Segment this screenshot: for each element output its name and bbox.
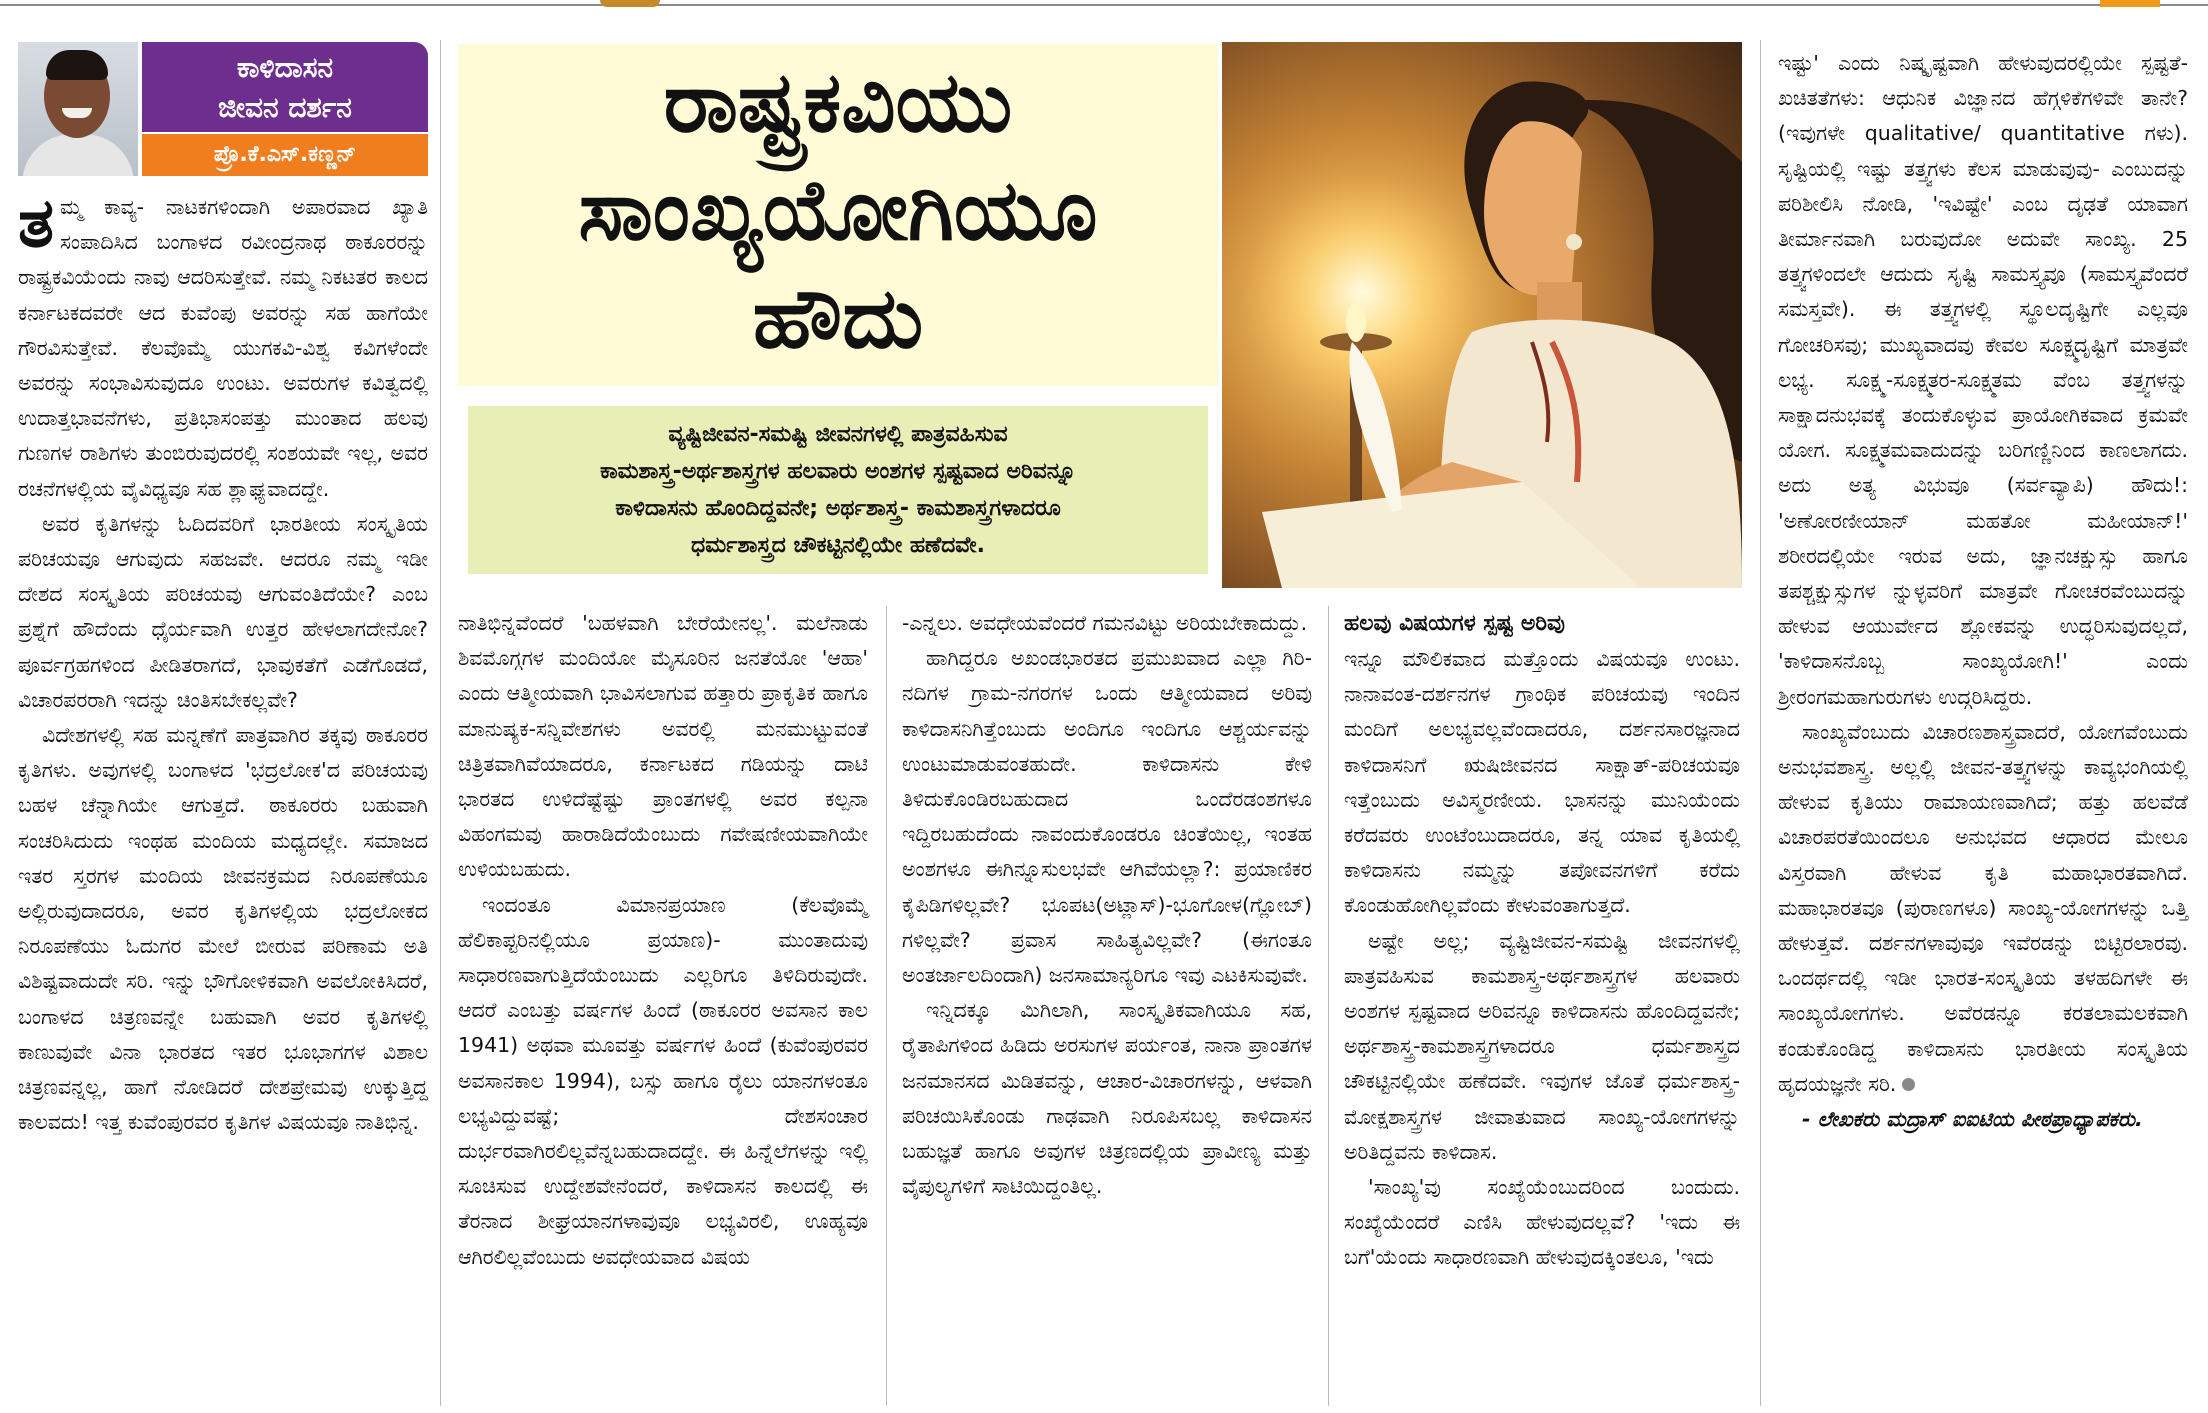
deck-line-1: ವ್ಯಷ್ಟಿಜೀವನ-ಸಮಷ್ಟಿ ಜೀವನಗಳಲ್ಲಿ ಪಾತ್ರವಹಿಸುವ: [668, 422, 1008, 447]
end-dot-icon: [1902, 1078, 1915, 1091]
section-subheading: ಹಲವು ವಿಷಯಗಳ ಸ್ಪಷ್ಟ ಅರಿವು: [1344, 611, 1565, 636]
headline-box: [458, 44, 1218, 386]
headline-line-2: ಸಾಂಖ್ಯಯೋಗಿಯೂ: [578, 161, 1098, 259]
paragraph: ಹಾಗಿದ್ದರೂ ಅಖಂಡಭಾರತದ ಪ್ರಮುಖವಾದ ಎಲ್ಲಾ ಗಿರಿ-ನದಿಗಳ ಗ್ರಾಮ-ನಗರಗಳ ಒಂದು ಆತ್ಮೀಯವಾದ ಅರಿವು ಕಾಳಿದಾಸನಿಗಿತ್ತೆಂಬುದು ಅಂದಿಗೂ ಇಂದಿಗೂ ಆಶ್ಚರ್ಯವನ್ನು ಉಂಟುಮಾಡುವಂತಹುದೇ. ಕಾಳಿದಾಸನು ಕೇಳಿ ತಿಳಿದುಕೊಂಡಿರಬಹುದಾದ ಒಂದೆರಡಂಶಗಳೂ ಇದ್ದಿರಬಹುದೆಂದು ನಾವಂದುಕೊಂಡರೂ ಚಿಂತೆಯಿಲ್ಲ, ಇಂತಹ ಅಂಶಗಳೂ ಈಗಿನ್ನೂಸುಲಭವೇ ಆಗಿವೆಯಲ್ಲಾ?: ಪ್ರಯಾಣಿಕರ ಕೈಪಿಡಿಗಳಿಲ್ಲವೇ? ಭೂಪಟ(ಅಟ್ಲಾಸ್)-ಭೂಗೋಳ(ಗ್ಲೋಬ್) ಗಳಿಲ್ಲವೇ? ಪ್ರವಾಸ ಸಾಹಿತ್ಯವಿಲ್ಲವೇ? (ಈಗಂತೂ ಅಂತರ್ಜಾಲದಿಂದಾಗಿ) ಜನಸಾಮಾನ್ಯರಿಗೂ ಇವು ಎಟಕಿಸುವುವೇ.: [902, 646, 1312, 988]
column-title-line-1: ಕಾಳಿದಾಸನ: [236, 51, 334, 84]
drop-cap: ತ: [18, 184, 55, 263]
top-color-tab: [2100, 0, 2160, 7]
column-divider-3: [1328, 606, 1329, 1406]
paragraph: ಅವರ ಕೃತಿಗಳನ್ನು ಓದಿದವರಿಗೆ ಭಾರತೀಯ ಸಂಸ್ಕೃತಿಯ ಪರಿಚಯವೂ ಆಗುವುದು ಸಹಜವೇ. ಆದರೂ ನಮ್ಮ ಇಡೀ ದೇಶದ ಸಂಸ್ಕೃತಿಯ ಪರಿಚಯವು ಆಗುವಂತಿದೆಯೇ? ಎಂಬ ಪ್ರಶ್ನೆಗೆ ಹೌದೆಂದು ಧೈರ್ಯವಾಗಿ ಉತ್ತರ ಹೇಳಲಾಗದೇನೋ? ಪೂರ್ವಗ್ರಹಗಳಿಂದ ಪೀಡಿತರಾಗದೆ, ಭಾವುಕತೆಗೆ ಎಡೆಗೊಡದೆ, ವಿಚಾರಪರರಾಗಿ ಇದನ್ನು ಚಿಂತಿಸಬೇಕಲ್ಲವೇ?: [18, 511, 428, 712]
paragraph: ತಮ್ಮ ಕಾವ್ಯ- ನಾಟಕಗಳಿಂದಾಗಿ ಅಪಾರವಾದ ಖ್ಯಾತಿ ಸಂಪಾದಿಸಿದ ಬಂಗಾಳದ ರವೀಂದ್ರನಾಥ ಠಾಕೂರರನ್ನು ರಾಷ್ಟ್ರಕವಿಯೆಂದು ನಾವು ಆದರಿಸುತ್ತೇವೆ. ನಮ್ಮ ನಿಕಟತರ ಕಾಲದ ಕರ್ನಾಟಕದವರೇ ಆದ ಕುವೆಂಪು ಅವರನ್ನು ಸಹ ಹಾಗೆಯೇ ಗೌರವಿಸುತ್ತೇವೆ. ಕೆಲವೊಮ್ಮೆ ಯುಗಕವಿ-ವಿಶ್ವ ಕವಿಗಳೆಂದೇ ಅವರನ್ನು ಸಂಭಾವಿಸುವುದೂ ಉಂಟು. ಅವರುಗಳ ಕವಿತ್ವದಲ್ಲಿ ಉದಾತ್ತಭಾವನೆಗಳು, ಪ್ರತಿಭಾಸಂಪತ್ತು ಮುಂತಾದ ಹಲವು ಗುಣಗಳ ರಾಶಿಗಳು ತುಂಬಿರುವುದರಲ್ಲಿ ಸಂಶಯವೇ ಇಲ್ಲ, ಅವರ ರಚನೆಗಳಲ್ಲಿಯ ವೈವಿಧ್ಯವೂ ಸಹ ಶ್ಲಾಘ್ಯವಾದದ್ದೇ.: [18, 184, 428, 501]
deck-line-3: ಕಾಳಿದಾಸನು ಹೊಂದಿದ್ದವನೇ; ಅರ್ಥಶಾಸ್ತ್ರ- ಕಾಮಶಾಸ್ತ್ರಗಳಾದರೂ: [615, 496, 1061, 521]
deck-line-2: ಕಾಮಶಾಸ್ತ್ರ-ಅರ್ಥಶಾಸ್ತ್ರಗಳ ಹಲವಾರು ಅಂಶಗಳ ಸ್ಪಷ್ಟವಾದ ಅರಿವನ್ನೂ: [599, 459, 1077, 484]
paragraph: ಇಷ್ಟು' ಎಂದು ನಿಷ್ಕೃಷ್ಟವಾಗಿ ಹೇಳುವುದರಲ್ಲಿಯೇ ಸ್ಪಷ್ಟತೆ-ಖಚಿತತೆಗಳು: ಆಧುನಿಕ ವಿಜ್ಞಾನದ ಹೆಗ್ಗಳಿಕೆಗಳಿವೇ ತಾನೇ? (ಇವುಗಳೇ qualitative/ quantitative ಗಳು). ಸೃಷ್ಟಿಯಲ್ಲಿ ಇಷ್ಟು ತತ್ತ್ವಗಳು ಕೆಲಸ ಮಾಡುವುವು- ಎಂಬುದನ್ನು ಪರಿಶೀಲಿಸಿ ನೋಡಿ, 'ಇವಿಷ್ಟೇ' ಎಂಬ ದೃಢತೆ ಯಾವಾಗ ತೀರ್ಮಾನವಾಗಿ ಬರುವುದೋ ಅದುವೇ ಸಾಂಖ್ಯ. 25 ತತ್ತ್ವಗಳಿಂದಲೇ ಆದುದು ಸೃಷ್ಟಿ ಸಾಮಸ್ತ್ಯವೂ (ಸಾಮಸ್ತ್ಯವೆಂದರೆ ಸಮಸ್ತವೇ). ಈ ತತ್ತ್ವಗಳಲ್ಲಿ ಸ್ಥೂಲದೃಷ್ಟಿಗೇ ಎಲ್ಲವೂ ಗೋಚರಿಸವು; ಮುಖ್ಯವಾದವು ಕೇವಲ ಸೂಕ್ಷ್ಮದೃಷ್ಟಿಗೆ ಮಾತ್ರವೇ ಲಭ್ಯ. ಸೂಕ್ಷ್ಮ-ಸೂಕ್ಷ್ಮತರ-ಸೂಕ್ಷ್ಮತಮ ವೆಂಬ ತತ್ತ್ವಗಳನ್ನು ಸಾಕ್ಷಾದನುಭವಕ್ಕೆ ತಂದುಕೊಳ್ಳುವ ಪ್ರಾಯೋಗಿಕವಾದ ಕ್ರಮವೇ ಯೋಗ. ಸೂಕ್ಷ್ಮತಮವಾದುದನ್ನು ಬರಿಗಣ್ಣಿನಿಂದ ಕಾಣಲಾಗದು. ಅದು ಅತ್ಯ ವಿಭುವೂ (ಸರ್ವವ್ಯಾಪಿ) ಹೌದು!: 'ಅಣೋರಣೀಯಾನ್ ಮಹತೋ ಮಹೀಯಾನ್!' ಶರೀರದಲ್ಲಿಯೇ ಇರುವ ಅದು, ಜ್ಞಾನಚಕ್ಷುಸ್ಸು ಹಾಗೂ ತಪಶ್ಚಕ್ಷುಸ್ಸುಗಳ ನ್ನುಳ್ಳವರಿಗೆ ಮಾತ್ರವೇ ಗೋಚರವೆಂಬುದನ್ನು ಹೇಳುವ ಆಯುರ್ವೇದ ಶ್ಲೋಕವನ್ನು ಉದ್ಧರಿಸುವುದಲ್ಲದೆ, 'ಕಾಳಿದಾಸನೊಬ್ಬ ಸಾಂಖ್ಯಯೋಗಿ!' ಎಂದು ಶ್ರೀರಂಗಮಹಾಗುರುಗಳು ಉದ್ಗರಿಸಿದ್ದರು.: [1778, 51, 2188, 709]
column-byline: [18, 42, 428, 180]
article-column-5: [1778, 46, 2188, 1137]
author-signoff: - ಲೇಖಕರು ಮದ್ರಾಸ್ ಐಐಟಿಯ ಪೀಠಪ್ರಾಧ್ಯಾಪಕರು.: [1802, 1107, 2143, 1132]
column-title-line-2: ಜೀವನ ದರ್ಶನ: [218, 91, 352, 124]
paragraph: -ಎನ್ನಲು. ಅವಧೇಯವೆಂದರೆ ಗಮನವಿಟ್ಟು ಅರಿಯಬೇಕಾದುದ್ದು.: [902, 611, 1308, 635]
article-column-3: [902, 606, 1312, 1204]
column-divider-1: [440, 40, 441, 1406]
deck-summary: [468, 406, 1208, 574]
deck-line-4: ಧರ್ಮಶಾಸ್ತ್ರದ ಚೌಕಟ್ಟಿನಲ್ಲಿಯೇ ಹಣೆದವೇ.: [691, 533, 985, 558]
author-name: ಪ್ರೊ.ಕೆ.ಎಸ್.ಕಣ್ಣನ್: [142, 134, 428, 176]
paragraph: ನಾತಿಭಿನ್ನವೆಂದರೆ 'ಬಹಳವಾಗಿ ಬೇರೆಯೇನಲ್ಲ'. ಮಲೆನಾಡು ಶಿವಮೊಗ್ಗಗಳ ಮಂದಿಯೋ ಮೈಸೂರಿನ ಜನತೆಯೋ 'ಆಹಾ' ಎಂದು ಆತ್ಮೀಯವಾಗಿ ಭಾವಿಸಲಾಗುವ ಹತ್ತಾರು ಪ್ರಾಕೃತಿಕ ಹಾಗೂ ಮಾನುಷ್ಯಕ-ಸನ್ನಿವೇಶಗಳು ಅವರಲ್ಲಿ ಮನಮುಟ್ಟುವಂತೆ ಚಿತ್ರಿತವಾಗಿವೆಯಾದರೂ, ಕರ್ನಾಟಕದ ಗಡಿಯನ್ನು ದಾಟಿ ಭಾರತದ ಉಳಿದೆಷ್ಟೆಷ್ಟು ಪ್ರಾಂತಗಳಲ್ಲಿ ಅವರ ಕಲ್ಪನಾ ವಿಹಂಗಮವು ಹಾರಾಡಿದೆಯೆಂಬುದು ಗವೇಷಣೀಯವಾಗಿಯೇ ಉಳಿಯಬಹುದು.: [458, 611, 868, 882]
paragraph: ಇನ್ನೂ ಮೌಲಿಕವಾದ ಮತ್ತೊಂದು ವಿಷಯವೂ ಉಂಟು. ನಾನಾವಂತ-ದರ್ಶನಗಳ ಗ್ರಾಂಥಿಕ ಪರಿಚಯವು ಇಂದಿನ ಮಂದಿಗೆ ಅಲಭ್ಯವಲ್ಲವೆಂದಾದರೂ, ದರ್ಶನಸಾರಜ್ಞನಾದ ಕಾಳಿದಾಸನಿಗೆ ಋಷಿಜೀವನದ ಸಾಕ್ಷಾತ್-ಪರಿಚಯವೂ ಇತ್ತೆಂಬುದು ಅವಿಸ್ಮರಣೀಯ. ಭಾಸನನ್ನು ಮುನಿಯೆಂದು ಕರೆದವರು ಉಂಟೆಂಬುದಾದರೂ, ತನ್ನ ಯಾವ ಕೃತಿಯಲ್ಲಿ ಕಾಳಿದಾಸನು ನಮ್ಮನ್ನು ತಪೋವನಗಳಿಗೆ ಕರೆದು ಕೊಂಡುಹೋಗಿಲ್ಲವೆಂದು ಕೇಳುವಂತಾಗುತ್ತದೆ.: [1344, 647, 1740, 918]
poet-illustration: [1222, 42, 1742, 588]
article-column-4: [1344, 606, 1740, 1276]
author-photo: [18, 42, 138, 176]
column-title-banner: [142, 42, 428, 132]
headline-line-1: ರಾಷ್ಟ್ರಕವಿಯು: [663, 53, 1013, 151]
paragraph: ಸಾಂಖ್ಯವೆಂಬುದು ವಿಚಾರಣಶಾಸ್ತ್ರವಾದರೆ, ಯೋಗವೆಂಬುದು ಅನುಭವಶಾಸ್ತ್ರ. ಅಲ್ಲಲ್ಲಿ ಜೀವನ-ತತ್ತ್ವಗಳನ್ನು ಕಾವ್ಯಭಂಗಿಯಲ್ಲಿ ಹೇಳುವ ಕೃತಿಯು ರಾಮಾಯಣವಾಗಿದೆ; ಹತ್ತು ಹಲವೆಡೆ ವಿಚಾರಪರತೆಯಿಂದಲೂ ಅನುಭವದ ಆಧಾರದ ಮೇಲೂ ವಿಸ್ತರವಾಗಿ ಹೇಳುವ ಕೃತಿ ಮಹಾಭಾರತವಾಗಿದೆ. ಮಹಾಭಾರತವೂ (ಪುರಾಣಗಳೂ) ಸಾಂಖ್ಯ-ಯೋಗಗಳನ್ನು ಒತ್ತಿ ಹೇಳುತ್ತವೆ. ದರ್ಶನಗಳಾವುವೂ ಇವೆರಡನ್ನು ಬಿಟ್ಟಿರಲಾರವು. ಒಂದರ್ಥದಲ್ಲಿ ಇಡೀ ಭಾರತ-ಸಂಸ್ಕೃತಿಯ ತಳಹದಿಗಳೇ ಈ ಸಾಂಖ್ಯಯೋಗಗಳು. ಅವೆರಡನ್ನೂ ಕರತಲಾಮಲಕವಾಗಿ ಕಂಡುಕೊಂಡಿದ್ದ ಕಾಳಿದಾಸನು ಭಾರತೀಯ ಸಂಸ್ಕೃತಿಯ ಹೃದಯಜ್ಞನೇ ಸರಿ.: [1778, 719, 2188, 1096]
top-rule: [0, 4, 2208, 6]
paragraph: ಇನ್ನಿದಕ್ಕೂ ಮಿಗಿಲಾಗಿ, ಸಾಂಸ್ಕೃತಿಕವಾಗಿಯೂ ಸಹ, ರೈತಾಪಿಗಳಿಂದ ಹಿಡಿದು ಅರಸುಗಳ ಪರ್ಯಂತ, ನಾನಾ ಪ್ರಾಂತಗಳ ಜನಮಾನಸದ ಮಿಡಿತವನ್ನು, ಆಚಾರ-ವಿಚಾರಗಳನ್ನು, ಆಳವಾಗಿ ಪರಿಚಯಿಸಿಕೊಂಡು ಗಾಢವಾಗಿ ನಿರೂಪಿಸಬಲ್ಲ ಕಾಳಿದಾಸನ ಬಹುಜ್ಞತೆ ಹಾಗೂ ಅವುಗಳ ಚಿತ್ರಣದಲ್ಲಿಯ ಪ್ರಾವೀಣ್ಯ ಮತ್ತು ವೈಪುಲ್ಯಗಳಿಗೆ ಸಾಟಿಯಿದ್ದಂತಿಲ್ಲ.: [902, 998, 1312, 1199]
article-column-1: [18, 184, 428, 1140]
top-ornament: [600, 0, 660, 7]
article-column-2: [458, 606, 868, 1275]
paragraph: ಇಂದಂತೂ ವಿಮಾನಪ್ರಯಾಣ (ಕೆಲವೊಮ್ಮೆ ಹೆಲಿಕಾಪ್ಟರಿನಲ್ಲಿಯೂ ಪ್ರಯಾಣ)- ಮುಂತಾದುವು ಸಾಧಾರಣವಾಗುತ್ತಿದೆಯೆಂಬುದು ಎಲ್ಲರಿಗೂ ತಿಳಿದಿರುವುದೇ. ಆದರೆ ಎಂಬತ್ತು ವರ್ಷಗಳ ಹಿಂದೆ (ಠಾಕೂರರ ಅವಸಾನ ಕಾಲ 1941) ಅಥವಾ ಮೂವತ್ತು ವರ್ಷಗಳ ಹಿಂದೆ (ಕುವೆಂಪುರವರ ಅವಸಾನಕಾಲ 1994), ಬಸ್ಸು ಹಾಗೂ ರೈಲು ಯಾನಗಳಂತೂ ಲಭ್ಯವಿದ್ದುವಷ್ಟೆ; ದೇಶಸಂಚಾರ ದುರ್ಭರವಾಗಿರಲಿಲ್ಲವೆನ್ನಬಹುದಾದದ್ದೇ. ಈ ಹಿನ್ನೆಲೆಗಳನ್ನು ಇಲ್ಲಿ ಸೂಚಿಸುವ ಉದ್ದೇಶವೇನೆಂದರೆ, ಕಾಳಿದಾಸನ ಕಾಲದಲ್ಲಿ ಈ ತೆರನಾದ ಶೀಘ್ರಯಾನಗಳಾವುವೂ ಲಭ್ಯವಿರಲಿ, ಊಹ್ಯವೂ ಆಗಿರಲಿಲ್ಲವೆಂಬುದು ಅವಧೇಯವಾದ ವಿಷಯ: [458, 892, 868, 1269]
top-strip: [0, 0, 2208, 10]
column-divider-2: [886, 606, 887, 1406]
poet-writing-image: [1222, 42, 1742, 588]
headline-line-3: ಹೌದು: [752, 269, 924, 367]
paragraph: ವಿದೇಶಗಳಲ್ಲಿ ಸಹ ಮನ್ನಣೆಗೆ ಪಾತ್ರವಾಗಿರ ತಕ್ಕವು ಠಾಕೂರರ ಕೃತಿಗಳು. ಅವುಗಳಲ್ಲಿ ಬಂಗಾಳದ 'ಭದ್ರಲೋಕ'ದ ಪರಿಚಯವು ಬಹಳ ಚೆನ್ನಾಗಿಯೇ ಆಗುತ್ತದೆ. ಠಾಕೂರರು ಬಹುವಾಗಿ ಸಂಚರಿಸಿದುದು ಇಂಥಹ ಮಂದಿಯ ಮಧ್ಯದಲ್ಲೇ. ಸಮಾಜದ ಇತರ ಸ್ತರಗಳ ಮಂದಿಯ ಜೀವನಕ್ರಮದ ನಿರೂಪಣೆಯೂ ಅಲ್ಲಿರುವುದಾದರೂ, ಅವರ ಕೃತಿಗಳಲ್ಲಿಯ ಭದ್ರಲೋಕದ ನಿರೂಪಣೆಯು ಓದುಗರ ಮೇಲೆ ಬೀರುವ ಪರಿಣಾಮ ಅತಿ ವಿಶಿಷ್ಟವಾದುದೇ ಸರಿ. ಇನ್ನು ಭೌಗೋಳಿಕವಾಗಿ ಅವಲೋಕಿಸಿದರೆ, ಬಂಗಾಳದ ಚಿತ್ರಣವನ್ನೇ ಬಹುವಾಗಿ ಅವರ ಕೃತಿಗಳಲ್ಲಿ ಕಾಣುವುವೇ ವಿನಾ ಭಾರತದ ಇತರ ಭೂಭಾಗಗಳ ವಿಶಾಲ ಚಿತ್ರಣವನ್ನಲ್ಲ, ಹಾಗೆ ನೋಡಿದರೆ ದೇಶಪ್ರೇಮವು ಉಕ್ಕುತ್ತಿದ್ದ ಕಾಲವದು! ಇತ್ತ ಕುವೆಂಪುರವರ ಕೃತಿಗಳ ವಿಷಯವೂ ನಾತಿಭಿನ್ನ.: [18, 723, 428, 1135]
paragraph: 'ಸಾಂಖ್ಯ'ವು ಸಂಖ್ಯೆಯೆಂಬುದರಿಂದ ಬಂದುದು. ಸಂಖ್ಯೆಯೆಂದರೆ ಎಣಿಸಿ ಹೇಳುವುದಲ್ಲವೆ? 'ಇದು ಈ ಬಗೆ'ಯೆಂದು ಸಾಧಾರಣವಾಗಿ ಹೇಳುವುದಕ್ಕಿಂತಲೂ, 'ಇದು: [1344, 1175, 1740, 1270]
paragraph: ಅಷ್ಟೇ ಅಲ್ಲ; ವ್ಯಷ್ಟಿಜೀವನ-ಸಮಷ್ಟಿ ಜೀವನಗಳಲ್ಲಿ ಪಾತ್ರವಹಿಸುವ ಕಾಮಶಾಸ್ತ್ರ-ಅರ್ಥಶಾಸ್ತ್ರಗಳ ಹಲವಾರು ಅಂಶಗಳ ಸ್ಪಷ್ಟವಾದ ಅರಿವನ್ನೂ ಕಾಳಿದಾಸನು ಹೊಂದಿದ್ದವನೇ; ಅರ್ಥಶಾಸ್ತ್ರ-ಕಾಮಶಾಸ್ತ್ರಗಳಾದರೂ ಧರ್ಮಶಾಸ್ತ್ರದ ಚೌಕಟ್ಟಿನಲ್ಲಿಯೇ ಹಣೆದವೇ. ಇವುಗಳ ಜೊತೆ ಧರ್ಮಶಾಸ್ತ್ರ- ಮೋಕ್ಷಶಾಸ್ತ್ರಗಳ ಜೀವಾತುವಾದ ಸಾಂಖ್ಯ-ಯೋಗಗಳನ್ನು ಅರಿತಿದ್ದವನು ಕಾಳಿದಾಸ.: [1344, 928, 1740, 1164]
column-divider-4: [1760, 40, 1761, 1406]
